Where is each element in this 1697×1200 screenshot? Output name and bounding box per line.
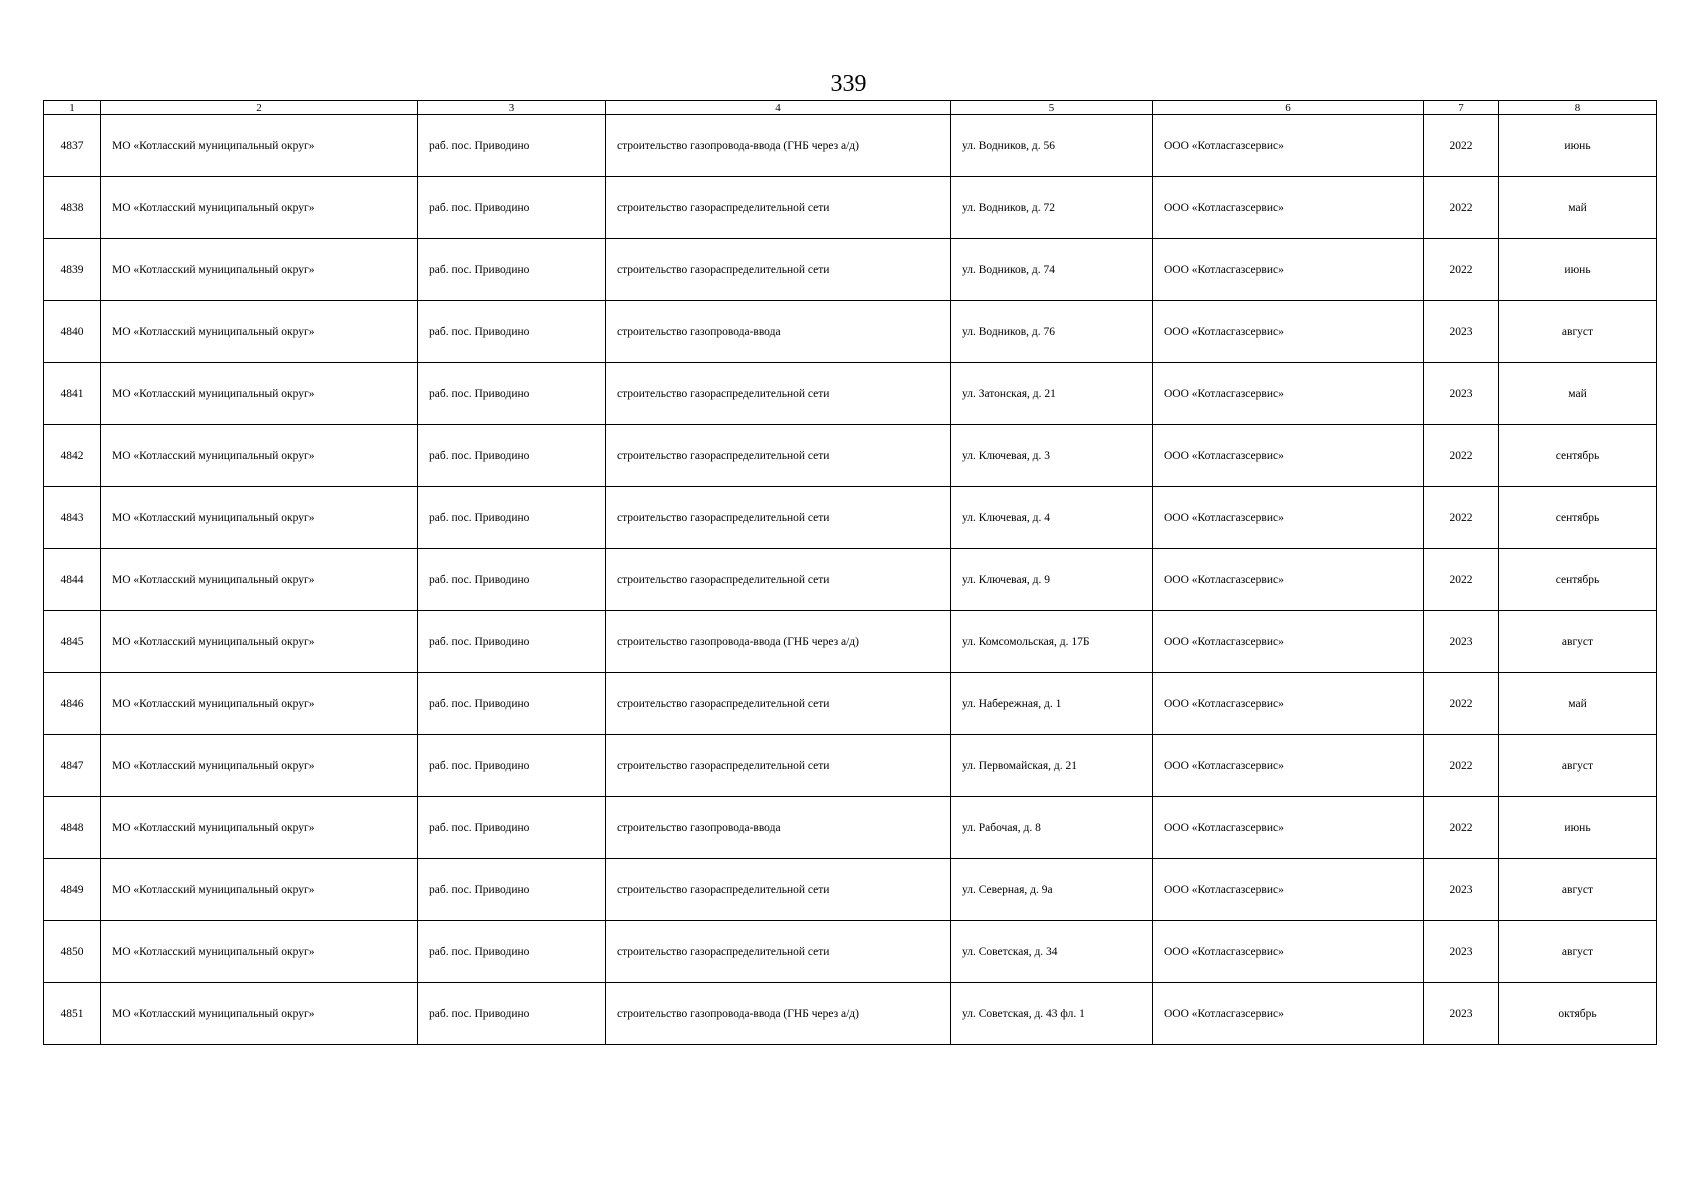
year-cell: 2023 (1424, 611, 1499, 673)
address-cell: ул. Первомайская, д. 21 (951, 735, 1153, 797)
settlement-cell: раб. пос. Приводино (418, 115, 606, 177)
row-number-cell: 4846 (44, 673, 101, 735)
table-row (44, 797, 1657, 859)
table-row (44, 983, 1657, 1045)
month-cell: октябрь (1499, 983, 1657, 1045)
work-type-cell: строительство газораспределительной сети (606, 363, 951, 425)
work-type-cell: строительство газораспределительной сети (606, 177, 951, 239)
address-cell: ул. Северная, д. 9а (951, 859, 1153, 921)
year-cell: 2022 (1424, 425, 1499, 487)
year-cell: 2022 (1424, 487, 1499, 549)
row-number-cell: 4844 (44, 549, 101, 611)
organization-cell: ООО «Котласгазсервис» (1153, 797, 1424, 859)
month-cell: июнь (1499, 239, 1657, 301)
address-cell: ул. Советская, д. 43 фл. 1 (951, 983, 1153, 1045)
settlement-cell: раб. пос. Приводино (418, 487, 606, 549)
table-row (44, 239, 1657, 301)
address-cell: ул. Водников, д. 76 (951, 301, 1153, 363)
header-row (44, 101, 1657, 115)
data-table (43, 100, 1657, 1045)
organization-cell: ООО «Котласгазсервис» (1153, 611, 1424, 673)
organization-cell: ООО «Котласгазсервис» (1153, 363, 1424, 425)
work-type-cell: строительство газораспределительной сети (606, 549, 951, 611)
month-cell: сентябрь (1499, 425, 1657, 487)
column-header: 1 (44, 101, 101, 115)
address-cell: ул. Ключевая, д. 4 (951, 487, 1153, 549)
month-cell: май (1499, 673, 1657, 735)
row-number-cell: 4851 (44, 983, 101, 1045)
row-number-cell: 4838 (44, 177, 101, 239)
table-row (44, 115, 1657, 177)
table-row (44, 611, 1657, 673)
year-cell: 2022 (1424, 673, 1499, 735)
month-cell: август (1499, 301, 1657, 363)
settlement-cell: раб. пос. Приводино (418, 735, 606, 797)
year-cell: 2023 (1424, 921, 1499, 983)
work-type-cell: строительство газопровода-ввода (ГНБ через а/д) (606, 983, 951, 1045)
column-header: 4 (606, 101, 951, 115)
settlement-cell: раб. пос. Приводино (418, 177, 606, 239)
row-number-cell: 4843 (44, 487, 101, 549)
column-header: 3 (418, 101, 606, 115)
month-cell: сентябрь (1499, 487, 1657, 549)
municipality-cell: МО «Котласский муниципальный округ» (101, 859, 418, 921)
table-body (44, 115, 1657, 1045)
organization-cell: ООО «Котласгазсервис» (1153, 921, 1424, 983)
table-row (44, 487, 1657, 549)
work-type-cell: строительство газораспределительной сети (606, 487, 951, 549)
month-cell: август (1499, 735, 1657, 797)
row-number-cell: 4847 (44, 735, 101, 797)
settlement-cell: раб. пос. Приводино (418, 673, 606, 735)
page-number: 339 (830, 71, 867, 97)
table-row (44, 177, 1657, 239)
municipality-cell: МО «Котласский муниципальный округ» (101, 487, 418, 549)
year-cell: 2022 (1424, 239, 1499, 301)
settlement-cell: раб. пос. Приводино (418, 549, 606, 611)
organization-cell: ООО «Котласгазсервис» (1153, 487, 1424, 549)
table-row (44, 859, 1657, 921)
municipality-cell: МО «Котласский муниципальный округ» (101, 239, 418, 301)
municipality-cell: МО «Котласский муниципальный округ» (101, 301, 418, 363)
row-number-cell: 4850 (44, 921, 101, 983)
row-number-cell: 4841 (44, 363, 101, 425)
organization-cell: ООО «Котласгазсервис» (1153, 735, 1424, 797)
month-cell: май (1499, 177, 1657, 239)
column-header: 6 (1153, 101, 1424, 115)
table-row (44, 735, 1657, 797)
month-cell: сентябрь (1499, 549, 1657, 611)
table-row (44, 425, 1657, 487)
address-cell: ул. Набережная, д. 1 (951, 673, 1153, 735)
column-header: 2 (101, 101, 418, 115)
settlement-cell: раб. пос. Приводино (418, 301, 606, 363)
municipality-cell: МО «Котласский муниципальный округ» (101, 177, 418, 239)
column-header: 5 (951, 101, 1153, 115)
year-cell: 2023 (1424, 983, 1499, 1045)
work-type-cell: строительство газораспределительной сети (606, 921, 951, 983)
work-type-cell: строительство газопровода-ввода (606, 797, 951, 859)
table-row (44, 921, 1657, 983)
work-type-cell: строительство газораспределительной сети (606, 673, 951, 735)
address-cell: ул. Водников, д. 72 (951, 177, 1153, 239)
year-cell: 2023 (1424, 859, 1499, 921)
month-cell: июнь (1499, 797, 1657, 859)
year-cell: 2022 (1424, 735, 1499, 797)
municipality-cell: МО «Котласский муниципальный округ» (101, 673, 418, 735)
column-header: 7 (1424, 101, 1499, 115)
address-cell: ул. Ключевая, д. 9 (951, 549, 1153, 611)
organization-cell: ООО «Котласгазсервис» (1153, 425, 1424, 487)
municipality-cell: МО «Котласский муниципальный округ» (101, 983, 418, 1045)
month-cell: август (1499, 921, 1657, 983)
work-type-cell: строительство газораспределительной сети (606, 859, 951, 921)
row-number-cell: 4848 (44, 797, 101, 859)
settlement-cell: раб. пос. Приводино (418, 797, 606, 859)
column-header: 8 (1499, 101, 1657, 115)
organization-cell: ООО «Котласгазсервис» (1153, 115, 1424, 177)
work-type-cell: строительство газораспределительной сети (606, 735, 951, 797)
settlement-cell: раб. пос. Приводино (418, 611, 606, 673)
organization-cell: ООО «Котласгазсервис» (1153, 983, 1424, 1045)
organization-cell: ООО «Котласгазсервис» (1153, 549, 1424, 611)
municipality-cell: МО «Котласский муниципальный округ» (101, 735, 418, 797)
municipality-cell: МО «Котласский муниципальный округ» (101, 921, 418, 983)
address-cell: ул. Рабочая, д. 8 (951, 797, 1153, 859)
table-row (44, 363, 1657, 425)
address-cell: ул. Водников, д. 74 (951, 239, 1153, 301)
work-type-cell: строительство газопровода-ввода (606, 301, 951, 363)
month-cell: июнь (1499, 115, 1657, 177)
table-row (44, 673, 1657, 735)
address-cell: ул. Советская, д. 34 (951, 921, 1153, 983)
year-cell: 2022 (1424, 549, 1499, 611)
organization-cell: ООО «Котласгазсервис» (1153, 301, 1424, 363)
table-row (44, 301, 1657, 363)
municipality-cell: МО «Котласский муниципальный округ» (101, 549, 418, 611)
address-cell: ул. Водников, д. 56 (951, 115, 1153, 177)
row-number-cell: 4839 (44, 239, 101, 301)
year-cell: 2022 (1424, 797, 1499, 859)
address-cell: ул. Комсомольская, д. 17Б (951, 611, 1153, 673)
year-cell: 2022 (1424, 115, 1499, 177)
municipality-cell: МО «Котласский муниципальный округ» (101, 115, 418, 177)
month-cell: август (1499, 859, 1657, 921)
row-number-cell: 4842 (44, 425, 101, 487)
settlement-cell: раб. пос. Приводино (418, 425, 606, 487)
organization-cell: ООО «Котласгазсервис» (1153, 239, 1424, 301)
municipality-cell: МО «Котласский муниципальный округ» (101, 611, 418, 673)
year-cell: 2023 (1424, 301, 1499, 363)
settlement-cell: раб. пос. Приводино (418, 239, 606, 301)
row-number-cell: 4840 (44, 301, 101, 363)
month-cell: август (1499, 611, 1657, 673)
year-cell: 2023 (1424, 363, 1499, 425)
municipality-cell: МО «Котласский муниципальный округ» (101, 797, 418, 859)
settlement-cell: раб. пос. Приводино (418, 363, 606, 425)
row-number-cell: 4849 (44, 859, 101, 921)
table-row (44, 549, 1657, 611)
settlement-cell: раб. пос. Приводино (418, 921, 606, 983)
work-type-cell: строительство газопровода-ввода (ГНБ через а/д) (606, 115, 951, 177)
settlement-cell: раб. пос. Приводино (418, 983, 606, 1045)
settlement-cell: раб. пос. Приводино (418, 859, 606, 921)
row-number-cell: 4845 (44, 611, 101, 673)
month-cell: май (1499, 363, 1657, 425)
municipality-cell: МО «Котласский муниципальный округ» (101, 363, 418, 425)
organization-cell: ООО «Котласгазсервис» (1153, 177, 1424, 239)
work-type-cell: строительство газораспределительной сети (606, 239, 951, 301)
year-cell: 2022 (1424, 177, 1499, 239)
row-number-cell: 4837 (44, 115, 101, 177)
municipality-cell: МО «Котласский муниципальный округ» (101, 425, 418, 487)
table-header (44, 101, 1657, 115)
organization-cell: ООО «Котласгазсервис» (1153, 673, 1424, 735)
work-type-cell: строительство газораспределительной сети (606, 425, 951, 487)
work-type-cell: строительство газопровода-ввода (ГНБ через а/д) (606, 611, 951, 673)
organization-cell: ООО «Котласгазсервис» (1153, 859, 1424, 921)
address-cell: ул. Затонская, д. 21 (951, 363, 1153, 425)
address-cell: ул. Ключевая, д. 3 (951, 425, 1153, 487)
